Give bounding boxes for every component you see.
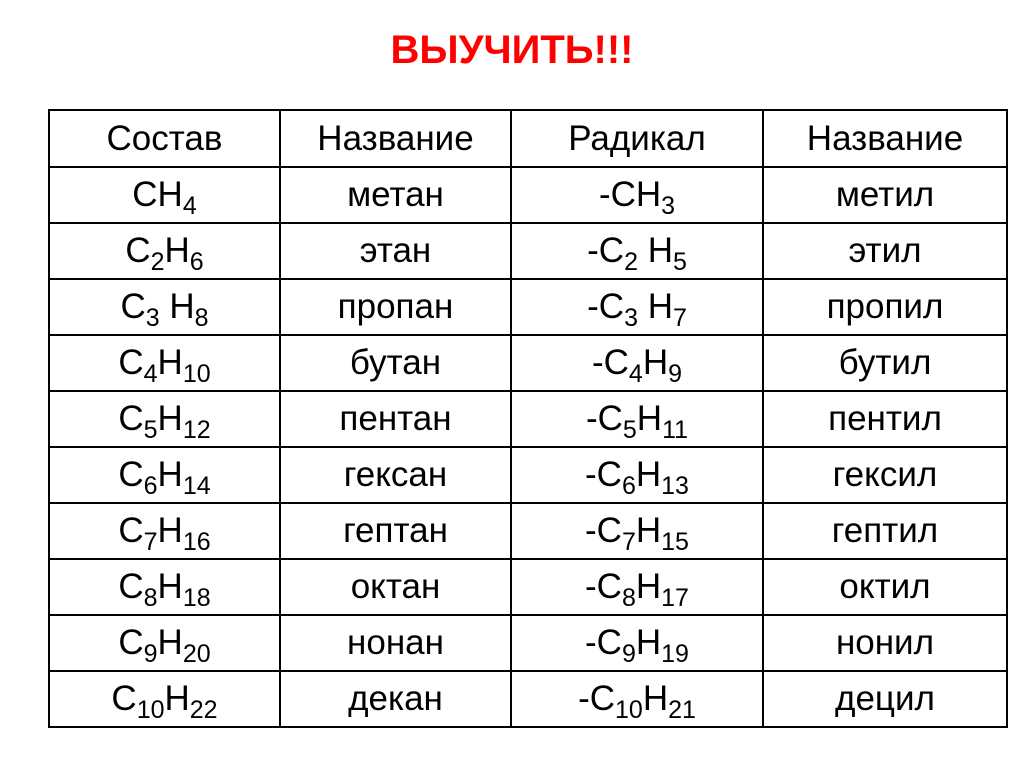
formula-part: C [118, 567, 144, 606]
formula-cell [49, 503, 280, 559]
subscript: 4 [628, 360, 643, 388]
formula-cell [49, 279, 280, 335]
subscript: 5 [622, 416, 637, 444]
formula-cell [49, 615, 280, 671]
radical-cell [511, 559, 763, 615]
subscript: 4 [182, 192, 197, 220]
radical-name-cell: метил [763, 167, 1007, 223]
subscript: 3 [624, 304, 638, 332]
alkane-name-cell: гептан [280, 503, 511, 559]
alkane-name-cell: декан [280, 671, 511, 727]
subscript: 5 [672, 248, 687, 276]
subscript: 11 [662, 416, 689, 444]
subscript: 18 [182, 584, 211, 612]
subscript: 5 [143, 416, 158, 444]
formula-part: -C [585, 511, 622, 550]
table-row [49, 167, 1007, 223]
subscript: 10 [615, 696, 643, 724]
subscript: 6 [143, 472, 158, 500]
alkanes-table [48, 109, 1008, 728]
table-row [49, 279, 1007, 335]
formula-part: C [118, 455, 144, 494]
alkane-name-cell: нонан [280, 615, 511, 671]
subscript: 8 [194, 304, 209, 332]
formula-part: H [637, 287, 673, 326]
subscript: 16 [182, 528, 211, 556]
alkane-name-cell: гексан [280, 447, 511, 503]
subscript: 7 [621, 528, 636, 556]
alkane-name-cell: пропан [280, 279, 511, 335]
header-row [49, 110, 1007, 167]
subscript: 3 [661, 192, 676, 220]
formula-part: H [635, 511, 662, 550]
alkane-name-cell: пентан [280, 391, 511, 447]
table-row [49, 223, 1007, 279]
formula-cell [49, 335, 280, 391]
alkane-name-cell: этан [280, 223, 511, 279]
formula-part: H [157, 399, 183, 438]
formula-part: C [118, 623, 144, 662]
header-composition: Состав [49, 110, 280, 167]
formula-part: -C [585, 567, 622, 606]
formula-part: -C [585, 623, 622, 662]
radical-name-cell: октил [763, 559, 1007, 615]
formula-part: -C [578, 679, 616, 718]
formula-part: H [635, 623, 662, 662]
subscript: 8 [143, 584, 158, 612]
radical-cell [511, 223, 763, 279]
formula-part: -C [591, 343, 629, 382]
formula-part: -C [587, 287, 625, 326]
subscript: 9 [668, 360, 683, 388]
table-row [49, 503, 1007, 559]
formula-part: H [157, 623, 183, 662]
formula-part: H [157, 511, 183, 550]
radical-name-cell: пропил [763, 279, 1007, 335]
table-row [49, 671, 1007, 727]
formula-part: H [164, 679, 190, 718]
radical-name-cell: нонил [763, 615, 1007, 671]
radical-name-cell: гексил [763, 447, 1007, 503]
radical-cell [511, 335, 763, 391]
formula-cell [49, 559, 280, 615]
table-row [49, 447, 1007, 503]
radical-cell [511, 503, 763, 559]
table-row [49, 391, 1007, 447]
formula-part: H [635, 455, 662, 494]
subscript: 13 [661, 472, 689, 500]
formula-part: C [118, 511, 144, 550]
subscript: 6 [189, 248, 204, 276]
subscript: 17 [661, 584, 689, 612]
subscript: 10 [136, 696, 165, 724]
formula-part: H [159, 287, 195, 326]
radical-cell [511, 615, 763, 671]
radical-name-cell: этил [763, 223, 1007, 279]
formula-cell [49, 223, 280, 279]
table-row [49, 335, 1007, 391]
formula-part: C [111, 679, 137, 718]
formula-part: H [636, 399, 663, 438]
formula-cell [49, 447, 280, 503]
formula-part: H [642, 343, 669, 382]
formula-part: C [120, 287, 146, 326]
formula-part: -C [587, 231, 625, 270]
subscript: 14 [182, 472, 211, 500]
radical-cell [511, 447, 763, 503]
subscript: 12 [182, 416, 211, 444]
alkane-name-cell: октан [280, 559, 511, 615]
formula-cell [49, 671, 280, 727]
formula-cell [49, 167, 280, 223]
subscript: 22 [189, 696, 218, 724]
table-row [49, 559, 1007, 615]
radical-cell [511, 391, 763, 447]
formula-part: CH [132, 175, 183, 214]
header-radical-name: Название [763, 110, 1007, 167]
table-row [49, 615, 1007, 671]
header-name: Название [280, 110, 511, 167]
radical-name-cell: пентил [763, 391, 1007, 447]
table-body [49, 167, 1007, 727]
subscript: 10 [182, 360, 211, 388]
subscript: 21 [668, 696, 696, 724]
subscript: 6 [621, 472, 636, 500]
alkane-name-cell: бутан [280, 335, 511, 391]
formula-part: -C [585, 399, 623, 438]
subscript: 3 [145, 304, 160, 332]
subscript: 2 [150, 248, 165, 276]
radical-cell [511, 279, 763, 335]
radical-name-cell: децил [763, 671, 1007, 727]
formula-part: H [635, 567, 662, 606]
formula-part: H [637, 231, 673, 270]
subscript: 4 [143, 360, 158, 388]
radical-cell [511, 671, 763, 727]
subscript: 9 [621, 640, 636, 668]
formula-part: H [157, 567, 183, 606]
formula-part: H [164, 231, 190, 270]
formula-part: H [157, 455, 183, 494]
radical-name-cell: бутил [763, 335, 1007, 391]
formula-part: C [118, 399, 144, 438]
subscript: 20 [182, 640, 211, 668]
subscript: 7 [143, 528, 158, 556]
subscript: 2 [624, 248, 638, 276]
page-title: ВЫУЧИТЬ!!! [390, 28, 634, 72]
subscript: 8 [621, 584, 636, 612]
subscript: 7 [672, 304, 687, 332]
formula-part: H [157, 343, 183, 382]
alkane-name-cell: метан [280, 167, 511, 223]
formula-part: C [125, 231, 151, 270]
subscript: 9 [143, 640, 158, 668]
formula-part: -C [585, 455, 622, 494]
radical-name-cell: гептил [763, 503, 1007, 559]
subscript: 15 [661, 528, 689, 556]
formula-cell [49, 391, 280, 447]
formula-part: -CH [598, 175, 662, 214]
subscript: 19 [661, 640, 689, 668]
radical-cell [511, 167, 763, 223]
formula-part: H [642, 679, 669, 718]
formula-part: C [118, 343, 144, 382]
header-radical: Радикал [511, 110, 763, 167]
